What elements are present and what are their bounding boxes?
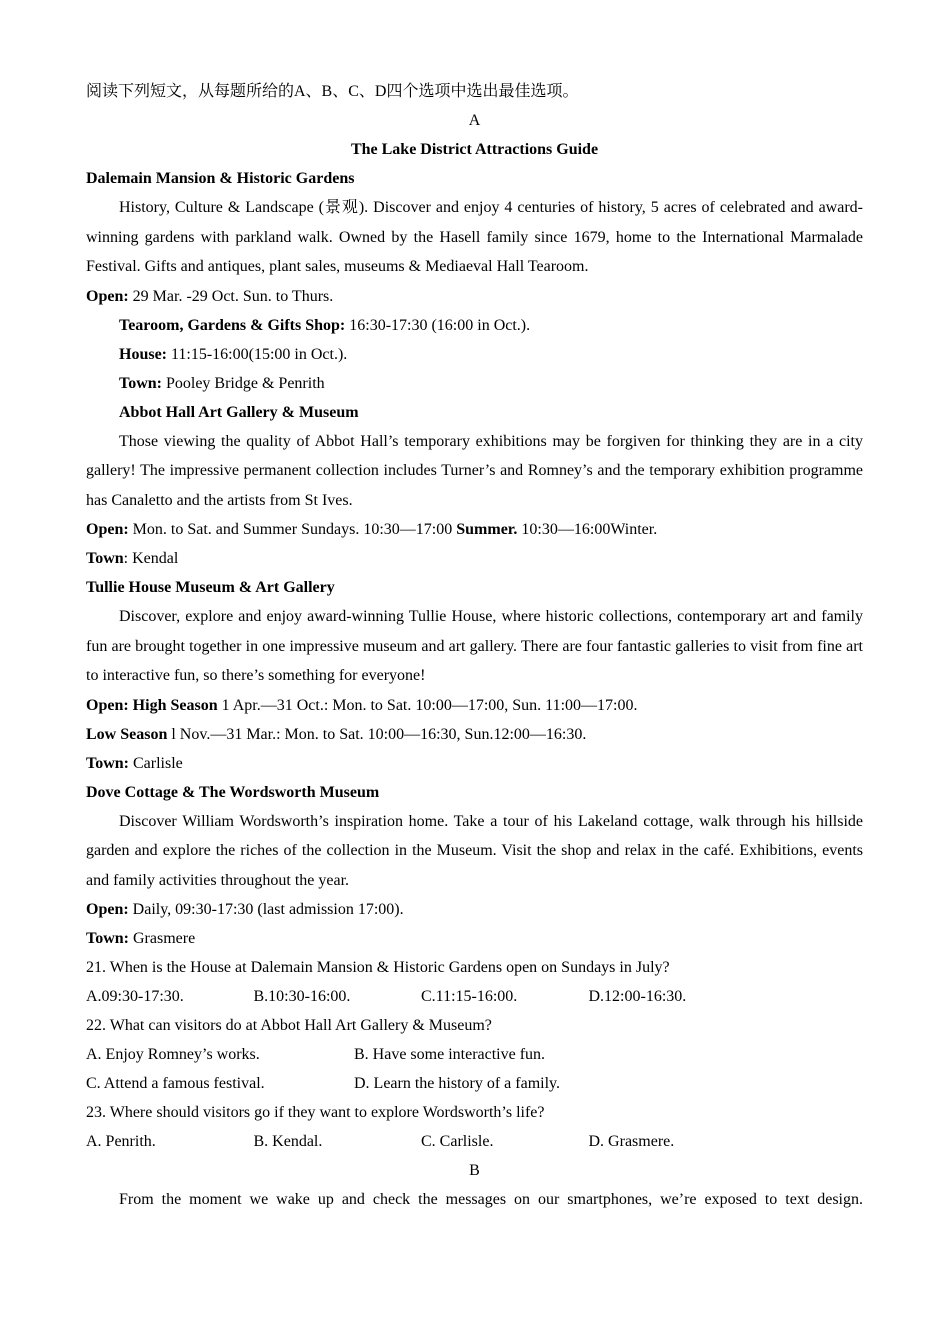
town-value: Carlisle bbox=[128, 754, 183, 772]
option-d: D. Grasmere. bbox=[588, 1133, 675, 1150]
open-value: Daily, 09:30-17:30 (last admission 17:00). bbox=[128, 901, 404, 918]
town-label: Town: bbox=[86, 754, 129, 772]
question-23-options bbox=[86, 1127, 863, 1156]
abbot-description: Those viewing the quality of Abbot Hall’s temporary exhibitions may be forgiven for thinking they are in a city gallery! The impressive permanent collection includes Turner’s and Romney’s and the temporary exhibition programme has Canaletto and the artists from St Ives. bbox=[86, 432, 863, 509]
option-a: A.09:30-17:30. bbox=[86, 988, 184, 1005]
question-21-options bbox=[86, 982, 863, 1011]
town-value: : Kendal bbox=[123, 550, 179, 567]
summer-label: Summer. bbox=[456, 521, 518, 538]
dove-heading: Dove Cottage & The Wordsworth Museum bbox=[86, 783, 380, 801]
option-a: A. Enjoy Romney’s works. bbox=[86, 1046, 260, 1063]
winter-value: 10:30—16:00Winter. bbox=[517, 521, 658, 538]
open-label: Open: bbox=[86, 901, 129, 918]
town-label: Town: bbox=[119, 374, 162, 392]
town-value: Pooley Bridge & Penrith bbox=[161, 374, 325, 392]
house-value: 11:15-16:00(15:00 in Oct.). bbox=[167, 345, 348, 363]
open-label: Open: bbox=[86, 287, 129, 305]
dalemain-description: History, Culture & Landscape (景观). Discover and enjoy 4 centuries of history, 5 acres of celebrated and award-winning gardens with parkland walk. Owned by the Hasell family since 1679, home to the International Marmalade Festival. Gifts and antiques, plant sales, museums & Mediaeval Hall Tearoom. bbox=[86, 199, 863, 275]
passage-b-first-line: From the moment we wake up and check the messages on our smartphones, we’re exposed to text design. bbox=[119, 1191, 863, 1208]
passage-a-title: The Lake District Attractions Guide bbox=[350, 141, 599, 158]
question-22-options-row2 bbox=[86, 1069, 863, 1098]
question-21-stem: 21. When is the House at Dalemain Mansion & Historic Gardens open on Sundays in July? bbox=[86, 959, 670, 976]
tullie-low-season bbox=[86, 720, 863, 749]
dove-open bbox=[86, 895, 863, 924]
option-d: D. Learn the history of a family. bbox=[354, 1075, 561, 1092]
tullie-description: Discover, explore and enjoy award-winning Tullie House, where historic collections, contemporary art and family fun are brought together in one impressive museum and art gallery. There are four fantastic galleries to visit from fine art to interactive fun, so there’s something for everyone! bbox=[86, 608, 863, 684]
option-a: A. Penrith. bbox=[86, 1133, 156, 1150]
option-c: C. Carlisle. bbox=[421, 1133, 494, 1150]
town-label: Town: bbox=[86, 930, 129, 947]
abbot-open bbox=[86, 515, 863, 544]
question-22-stem: 22. What can visitors do at Abbot Hall Art Gallery & Museum? bbox=[86, 1017, 492, 1034]
house-label: House: bbox=[119, 345, 167, 363]
tearoom-label: Tearoom, Gardens & Gifts Shop: bbox=[119, 316, 346, 334]
dalemain-town bbox=[86, 369, 863, 398]
high-season-label: Open: High Season bbox=[86, 696, 218, 714]
open-label: Open: bbox=[86, 521, 129, 538]
option-c: C. Attend a famous festival. bbox=[86, 1075, 265, 1092]
town-value: Grasmere bbox=[128, 930, 196, 947]
option-b: B. Kendal. bbox=[253, 1133, 323, 1150]
high-season-value: 1 Apr.—31 Oct.: Mon. to Sat. 10:00—17:00, Sun. 11:00—17:00. bbox=[217, 696, 638, 714]
option-b: B.10:30-16:00. bbox=[253, 988, 351, 1005]
option-c: C.11:15-16:00. bbox=[421, 988, 518, 1005]
dalemain-heading: Dalemain Mansion & Historic Gardens bbox=[86, 170, 355, 187]
question-23-stem: 23. Where should visitors go if they want to explore Wordsworth’s life? bbox=[86, 1104, 545, 1121]
dalemain-open bbox=[86, 282, 863, 311]
tullie-heading: Tullie House Museum & Art Gallery bbox=[86, 579, 335, 596]
dalemain-tearoom bbox=[86, 311, 863, 340]
passage-a-letter: A bbox=[468, 112, 481, 129]
document-content bbox=[86, 77, 863, 1214]
open-value: 29 Mar. -29 Oct. Sun. to Thurs. bbox=[128, 287, 334, 305]
tullie-high-season bbox=[86, 691, 863, 720]
low-season-value: l Nov.—31 Mar.: Mon. to Sat. 10:00—16:30, Sun.12:00—16:30. bbox=[167, 725, 587, 743]
dove-town bbox=[86, 924, 863, 953]
abbot-heading: Abbot Hall Art Gallery & Museum bbox=[119, 403, 359, 421]
tearoom-value: 16:30-17:30 (16:00 in Oct.). bbox=[345, 316, 531, 334]
option-d: D.12:00-16:30. bbox=[588, 988, 687, 1005]
option-b: B. Have some interactive fun. bbox=[354, 1046, 546, 1063]
town-label: Town bbox=[86, 550, 124, 567]
passage-b-letter: B bbox=[469, 1162, 480, 1179]
low-season-label: Low Season bbox=[86, 725, 168, 743]
open-value: Mon. to Sat. and Summer Sundays. 10:30—17:00 bbox=[128, 521, 457, 538]
dalemain-house bbox=[86, 340, 863, 369]
tullie-town bbox=[86, 749, 863, 778]
abbot-town bbox=[86, 544, 863, 573]
instruction: 阅读下列短文，从每题所给的A、B、C、D四个选项中选出最佳选项。 bbox=[86, 83, 579, 100]
dove-description: Discover William Wordsworth’s inspiration home. Take a tour of his Lakeland cottage, walk through his hillside garden and explore the riches of the collection in the Museum. Visit the shop and relax in the café. Exhibitions, events and family activities throughout the year. bbox=[86, 812, 863, 889]
question-22-options-row1 bbox=[86, 1040, 863, 1069]
